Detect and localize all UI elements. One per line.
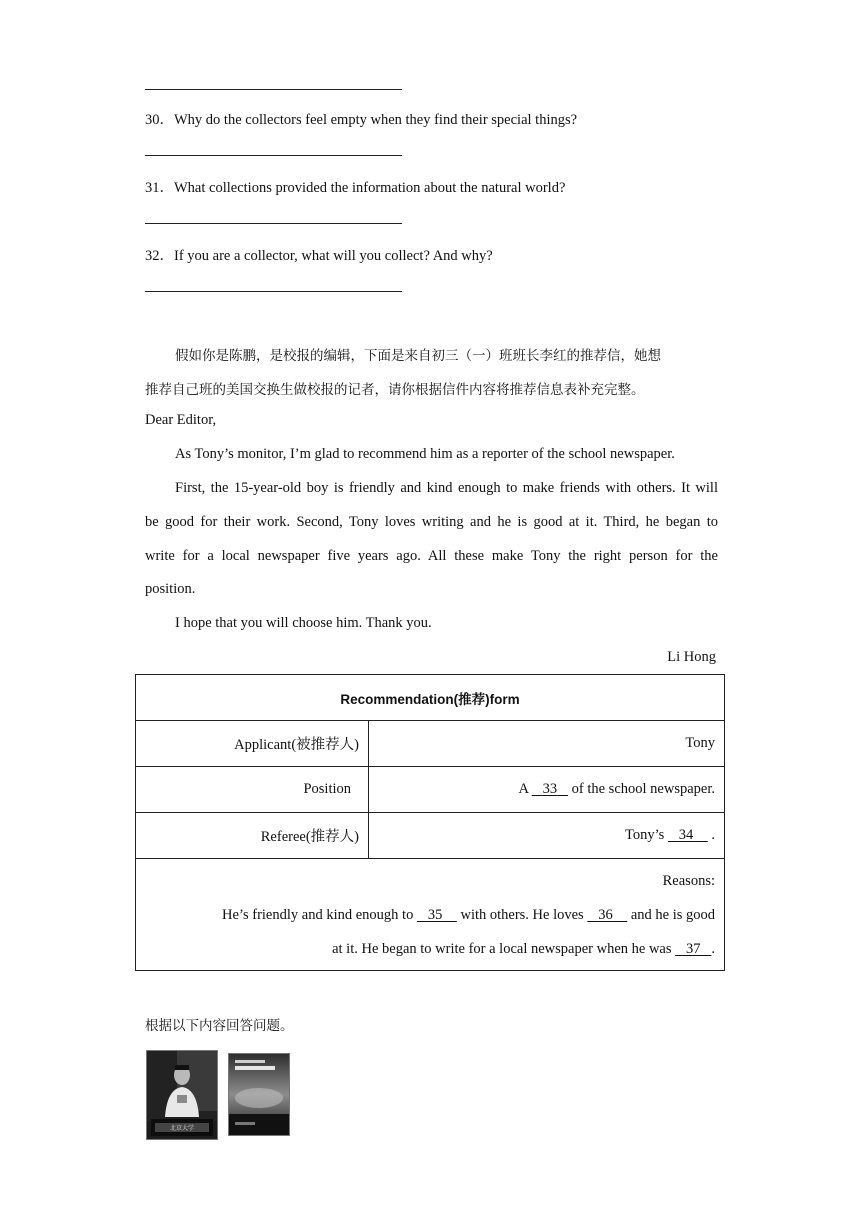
letter-text: write for a local newspaper five years ago. All these make Tony the right person for the xyxy=(145,548,718,564)
reasons-text: with others. He loves xyxy=(460,906,584,923)
blank-35-number: 35 xyxy=(427,906,443,923)
blank-37[interactable] xyxy=(675,932,711,966)
form-title xyxy=(136,675,725,721)
letter-text: First, the 15-year-old boy is friendly and kind enough to make friends with others. It will xyxy=(175,480,718,496)
position-value-cell xyxy=(369,767,725,813)
answer-line-31 xyxy=(145,223,402,224)
blank-35[interactable] xyxy=(417,898,457,932)
book-cover xyxy=(228,1053,290,1136)
letter-paragraph-2-line-2 xyxy=(145,514,718,531)
recommendation-form xyxy=(135,674,725,971)
blank-37-number: 37 xyxy=(686,940,701,957)
reasons-label: Reasons: xyxy=(662,872,715,889)
photo-person xyxy=(146,1050,218,1140)
letter-greeting: Dear Editor, xyxy=(145,412,217,428)
referee-prefix: Tony’s xyxy=(624,827,665,843)
question-31: 31．What collections provided the information about the natural world? xyxy=(145,180,566,196)
book-cover-illustration xyxy=(229,1054,289,1135)
applicant-label: Applicant(被推荐人) xyxy=(234,737,359,753)
person-illustration xyxy=(147,1051,217,1139)
form-title-text: Recommendation(推荐)form xyxy=(340,691,520,707)
blank-34-number: 34 xyxy=(678,827,694,843)
question-30: 30．Why do the collectors feel empty when they find their special things? xyxy=(145,112,578,128)
letter-signature: Li Hong xyxy=(667,649,716,665)
question-32: 32．If you are a collector, what will you collect? And why? xyxy=(145,248,493,264)
referee-label-cell xyxy=(136,813,369,859)
intro-line-1: 假如你是陈鹏，是校报的编辑，下面是来自初三（一）班班长李红的推荐信，她想 xyxy=(175,348,661,364)
referee-suffix: . xyxy=(711,827,715,843)
reasons-text: He’s friendly and kind enough to xyxy=(222,906,414,923)
reasons-text: at it. He began to write for a local newspaper when he was xyxy=(332,940,672,957)
blank-33[interactable] xyxy=(532,781,568,798)
reasons-line-1 xyxy=(145,898,715,932)
position-suffix: of the school newspaper. xyxy=(571,781,715,797)
referee-label: Referee(推荐人) xyxy=(260,829,359,845)
reasons-text: . xyxy=(711,940,715,957)
reasons-text: and he is good xyxy=(630,906,715,923)
blank-33-number: 33 xyxy=(542,781,558,797)
position-label-cell xyxy=(136,767,369,813)
intro-line-2: 推荐自己班的美国交换生做校报的记者，请你根据信件内容将推荐信息表补充完整。 xyxy=(145,382,645,398)
letter-paragraph-1: As Tony’s monitor, I’m glad to recommend him as a reporter of the school newspaper. xyxy=(175,446,675,462)
applicant-value: Tony xyxy=(685,735,715,751)
blank-34[interactable] xyxy=(668,827,708,844)
letter-paragraph-2-line-1 xyxy=(175,480,718,497)
answer-line-29 xyxy=(145,89,402,90)
letter-paragraph-3: I hope that you will choose him. Thank you. xyxy=(175,615,432,631)
position-article: A xyxy=(518,781,529,797)
section2-instruction: 根据以下内容回答问题。 xyxy=(145,1018,294,1034)
blank-36-number: 36 xyxy=(598,906,613,923)
reasons-label-line xyxy=(145,864,715,898)
answer-line-32 xyxy=(145,291,402,292)
applicant-value-cell xyxy=(369,721,725,767)
referee-value-cell xyxy=(369,813,725,859)
reasons-cell xyxy=(136,859,725,971)
blank-36[interactable] xyxy=(587,898,627,932)
applicant-label-cell xyxy=(136,721,369,767)
letter-text: be good for their work. Second, Tony loves writing and he is good at it. Third, he began to xyxy=(145,514,718,530)
position-label: Position xyxy=(303,781,351,797)
reasons-line-2 xyxy=(145,932,715,966)
answer-line-30 xyxy=(145,155,402,156)
photo-banner-text: 北京大学 xyxy=(169,1125,195,1132)
letter-paragraph-2-line-3 xyxy=(145,548,718,565)
letter-paragraph-2-line-4: position. xyxy=(145,581,196,597)
